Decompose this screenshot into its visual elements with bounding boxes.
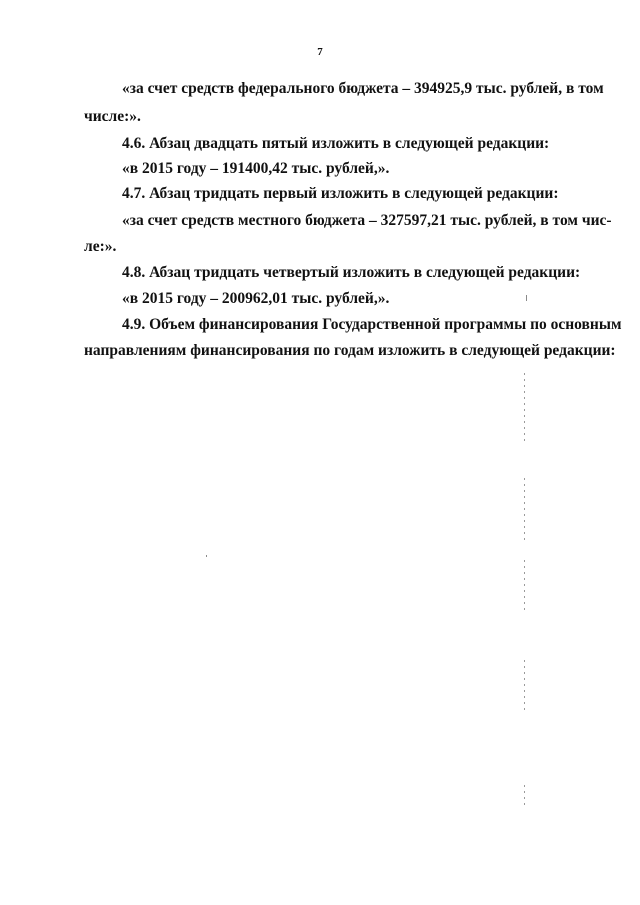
paragraph-4-9-line-1: 4.9. Объем финансирования Государственной программы по основным (122, 316, 622, 333)
scan-artifact (524, 785, 525, 807)
paragraph-4-7: 4.7. Абзац тридцать первый изложить в следующей редакции: (122, 185, 559, 202)
scan-artifact (524, 373, 525, 441)
scan-artifact (524, 478, 525, 542)
paragraph-federal-budget-line-2: числе:». (84, 108, 141, 125)
paragraph-4-6: 4.6. Абзац двадцать пятый изложить в следующей редакции: (122, 135, 550, 152)
paragraph-local-budget-line-1: «за счет средств местного бюджета – 327597,21 тыс. рублей, в том чис- (122, 212, 612, 229)
scan-artifact (524, 560, 525, 610)
paragraph-4-8: 4.8. Абзац тридцать четвертый изложить в следующей редакции: (122, 264, 581, 281)
paragraph-2015-amount-a: «в 2015 году – 191400,42 тыс. рублей,». (122, 160, 390, 177)
scan-artifact (526, 295, 527, 301)
paragraph-4-9-line-2: направлениям финансирования по годам изложить в следующей редакции: (84, 342, 616, 359)
paragraph-federal-budget-line-1: «за счет средств федерального бюджета – 394925,9 тыс. рублей, в том (122, 80, 604, 97)
paragraph-local-budget-line-2: ле:». (84, 238, 117, 255)
scan-artifact (206, 555, 207, 557)
paragraph-2015-amount-b: «в 2015 году – 200962,01 тыс. рублей,». (122, 290, 390, 307)
scan-artifact (524, 660, 525, 710)
page-number: 7 (317, 46, 323, 58)
